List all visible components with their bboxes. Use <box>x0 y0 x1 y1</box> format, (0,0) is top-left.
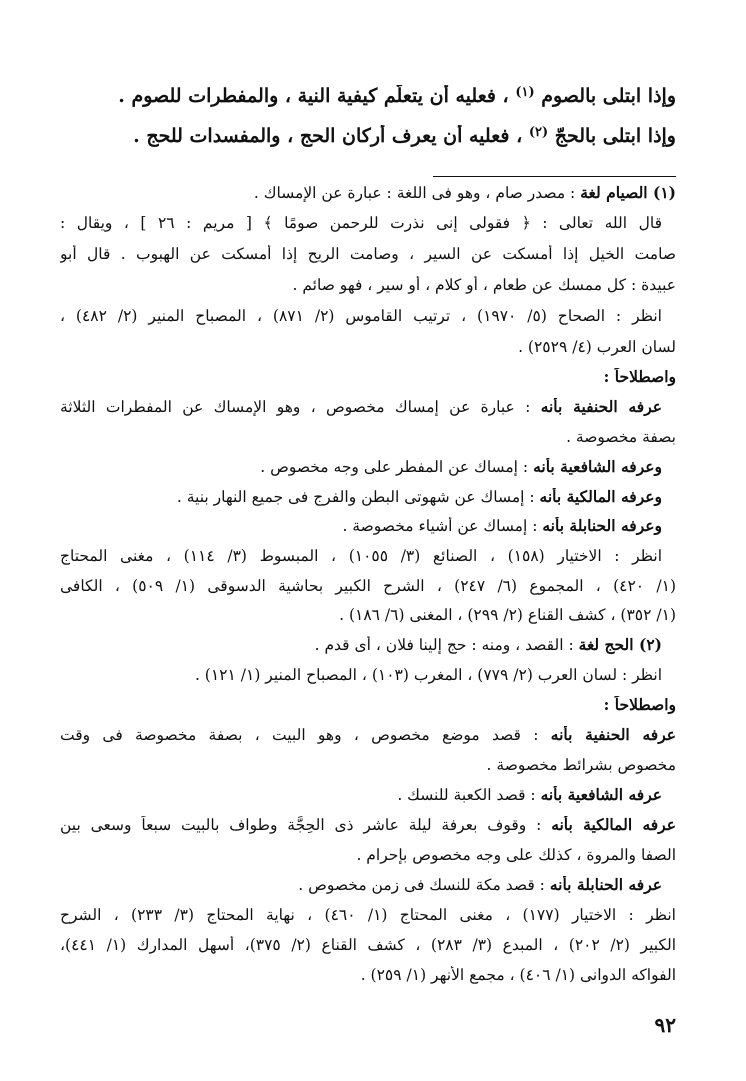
definition-text: : قصد الكعبة للنسك . <box>397 786 541 804</box>
definition-text: : قصد مكة للنسك فى زمن مخصوص . <box>298 876 550 894</box>
main-text-line-1 <box>60 85 676 108</box>
main-text-segment: وإذا ابتلى بالصوم <box>534 85 676 107</box>
footnote-2-references: انظر : الاختيار (١٧٧) ، مغنى المحتاج (١/ ٤٦٠) ، نهاية المحتاج (٣/ ٢٣٣) ، الشرح <box>60 906 676 924</box>
school-heading: عرفه الحنابلة بأنه <box>549 876 662 894</box>
hanbali-definition-1 <box>60 517 676 536</box>
main-text-line-2 <box>60 125 676 148</box>
footnote-2-references: انظر : لسان العرب (٢/ ٧٧٩) ، المغرب (١٠٣) ، المصباح المنير (١/ ١٢١) . <box>194 666 662 684</box>
main-text-segment: ، فعليه أن يتعلّم كيفية النية ، والمفطرات للصوم . <box>118 85 516 107</box>
footnote-ref-2[interactable]: (٢) <box>528 125 549 140</box>
hanafi-definition-1-cont: بصفة مخصوصة . <box>566 428 676 446</box>
footnote-separator <box>433 176 676 177</box>
school-heading: عرفه المالكية بأنه <box>551 816 676 834</box>
footnote-2-references: الكبير (٢/ ٢٠٢) ، المبدع (٣/ ٢٨٣) ، كشف القناع (٢/ ٣٧٥)، أسهل المدارك (١/ ٤٤١)، <box>60 936 676 954</box>
hanbali-definition-2 <box>60 876 676 895</box>
footnote-1-line: عبيدة : كل ممسك عن طعام ، أو كلام ، أو سير ، فهو صائم . <box>292 276 676 294</box>
maliki-definition-2 <box>60 816 676 835</box>
istilahan-heading-1: واصطلاحاً : <box>603 368 676 386</box>
main-text-segment: ، فعليه أن يعرف أركان الحج ، والمفسدات للحج . <box>133 125 529 147</box>
footnote-2-references: الفواكه الدوانى (١/ ٤٠٦) ، مجمع الأنهر (١/ ٢٥٩) . <box>360 966 676 984</box>
school-heading: وعرفه الشافعية بأنه <box>533 458 662 476</box>
term-heading: (١) الصيام لغة <box>580 184 676 202</box>
shafii-definition-1 <box>60 458 676 477</box>
footnote-1-references: انظر : الاختيار (١٥٨) ، الصنائع (٣/ ١٠٥٥) ، المبسوط (٣/ ١١٤) ، مغنى المحتاج <box>60 547 663 565</box>
footnote-1-references: (١/ ٣٥٢) ، كشف القناع (٢/ ٢٩٩) ، المغنى (٦/ ١٨٦) . <box>339 606 676 624</box>
definition-text: : مصدر صام ، وهو فى اللغة : عبارة عن الإمساك . <box>253 184 581 202</box>
footnote-1-heading <box>60 184 676 203</box>
term-heading: (٢) الحج لغة <box>578 636 662 654</box>
page-number: ٩٢ <box>654 1013 676 1037</box>
footnote-1-references: (١/ ٤٢٠) ، المجموع (٦/ ٢٤٧) ، الشرح الكبير بحاشية الدسوقى (١/ ٥٠٩) ، الكافى <box>60 577 676 595</box>
footnote-ref-1[interactable]: (١) <box>515 85 535 100</box>
definition-text: : عبارة عن إمساك مخصوص ، وهو الإمساك عن المفطرات الثلاثة <box>60 398 541 416</box>
shafii-definition-2 <box>60 786 676 805</box>
school-heading: وعرفه المالكية بأنه <box>539 488 662 506</box>
hanafi-definition-2-cont: مخصوص بشرائط مخصوصة . <box>486 756 676 774</box>
maliki-definition-2-cont: الصفا والمروة ، كذلك على وجه مخصوص بإحرام . <box>356 846 676 864</box>
definition-text: : القصد ، ومنه : حج إلينا فلان ، أى قدم . <box>314 636 579 654</box>
school-heading: وعرفه الحنابلة بأنه <box>542 517 662 535</box>
maliki-definition-1 <box>60 488 676 507</box>
school-heading: عرفه الحنفية بأنه <box>550 726 676 744</box>
school-heading: عرفه الشافعية بأنه <box>540 786 662 804</box>
footnote-1-references: انظر : الصحاح (٥/ ١٩٧٠) ، ترتيب القاموس (٢/ ٨٧١) ، المصباح المنير (٢/ ٤٨٢) ، <box>60 307 662 325</box>
main-text-segment: وإذا ابتلى بالحجّ <box>548 125 676 147</box>
school-heading: عرفه الحنفية بأنه <box>540 398 663 416</box>
definition-text: : إمساك عن شهوتى البطن والفرج فى جميع النهار بنية . <box>176 488 540 506</box>
footnote-1-quran-line: قال الله تعالى : ﴿ فقولى إنى نذرت للرحمن صومًا ﴾ [ مريم : ٢٦ ] ، ويقال : <box>60 214 662 232</box>
definition-text: : إمساك عن أشياء مخصوصة . <box>342 517 543 535</box>
hanafi-definition-1 <box>60 398 676 417</box>
istilahan-heading-2: واصطلاحاً : <box>603 696 676 714</box>
definition-text: : قصد موضع مخصوص ، وهو البيت ، بصفة مخصوصة فى وقت <box>60 726 551 744</box>
definition-text: : إمساك عن المفطر على وجه مخصوص . <box>260 458 534 476</box>
footnote-2-heading <box>60 636 676 655</box>
footnote-1-references: لسان العرب (٤/ ٢٥٢٩) . <box>518 338 676 356</box>
definition-text: : وقوف بعرفة ليلة عاشر ذى الحِجَّة وطواف بالبيت سبعاً وسعى بين <box>60 816 552 834</box>
hanafi-definition-2 <box>60 726 676 745</box>
footnote-1-line: صامت الخيل إذا أمسكت عن السير ، وصامت الريح إذا أمسكت عن الهبوب . قال أبو <box>60 245 676 263</box>
